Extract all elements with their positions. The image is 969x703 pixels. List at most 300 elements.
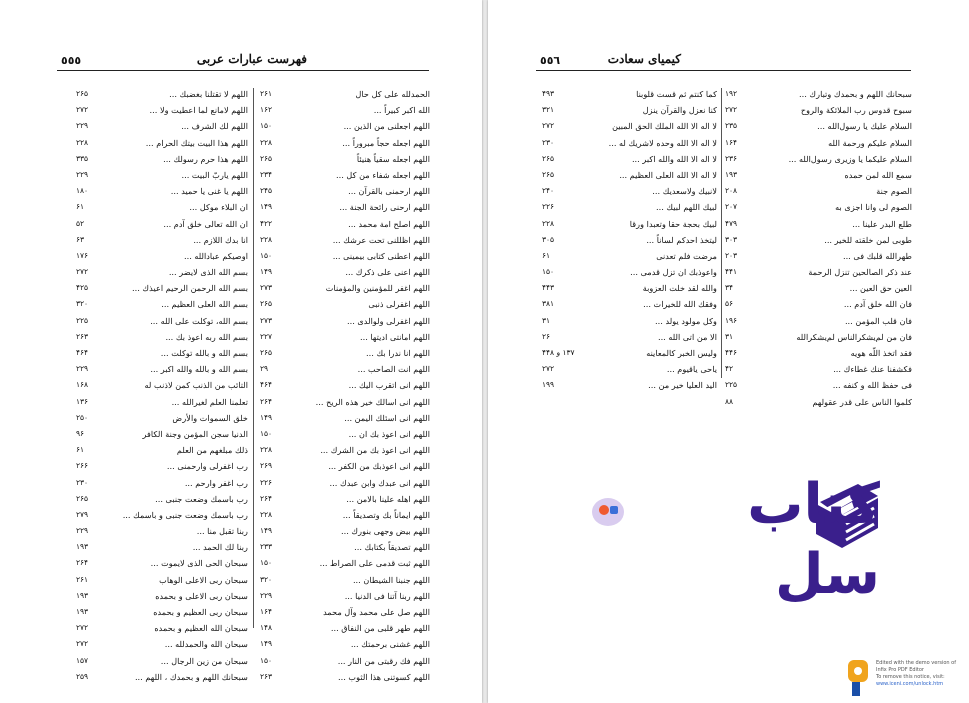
entry-text: سمع الله لمن حمده bbox=[844, 169, 912, 180]
entry-page-number: ۲۰۷ bbox=[725, 202, 738, 212]
index-entry bbox=[542, 264, 717, 280]
index-entry bbox=[260, 232, 430, 248]
entry-page-number: ۳۱ bbox=[725, 331, 734, 341]
entry-page-number: ۱۶۴ bbox=[260, 607, 273, 616]
demo-link[interactable]: www.iceni.com/unlock.htm bbox=[876, 681, 944, 687]
entry-text: سبحان الله العظیم و بحمده bbox=[154, 623, 248, 634]
entry-text: اللهم لا تقتلنا بغضبك ... bbox=[169, 89, 248, 99]
entry-text: الحمدلله علی کل حال bbox=[355, 89, 430, 99]
entry-text: الصوم جنة bbox=[876, 186, 912, 197]
entry-page-number: ۲۶۱ bbox=[76, 574, 89, 584]
speech-bubble-icon bbox=[592, 498, 624, 526]
index-entry bbox=[542, 183, 717, 199]
entry-page-number: ۲۷۹ bbox=[76, 509, 89, 519]
entry-text: اللهم اهله علینا بالامن ... bbox=[346, 493, 430, 504]
entry-page-number: ۲۲۹ bbox=[76, 169, 89, 179]
entry-page-number: ۶۱ bbox=[542, 250, 551, 260]
index-entry bbox=[542, 248, 717, 264]
entry-text: اللهم اعنی علی ذکرك ... bbox=[345, 267, 430, 278]
entry-page-number: ۱۵۰ bbox=[260, 250, 273, 260]
entry-text: الله اکبر کبیراً ... bbox=[373, 105, 430, 116]
entry-page-number: ۶۳ bbox=[76, 234, 85, 244]
entry-page-number: ۴۶۴ bbox=[260, 380, 273, 390]
entry-page-number: ۲۴۵ bbox=[260, 186, 273, 196]
entry-page-number: ۲۳۵ bbox=[725, 121, 738, 131]
entry-page-number: ۱۳۷ و ۴۴۸ bbox=[542, 348, 575, 357]
entry-page-number: ۲۵۹ bbox=[76, 671, 89, 681]
index-entry bbox=[725, 199, 912, 215]
entry-page-number: ۲۶۹ bbox=[260, 461, 273, 471]
entry-page-number: ۲۷۲ bbox=[725, 105, 738, 115]
index-entry bbox=[76, 313, 248, 329]
index-entry bbox=[76, 523, 248, 539]
entry-text: الصوم لی وانا اجزی به bbox=[835, 202, 912, 213]
entry-page-number: ۲۶۵ bbox=[542, 169, 555, 179]
entry-text: اللهم طهر قلبی من النفاق ... bbox=[330, 623, 430, 634]
entry-text: اللهم لامانع لما اعطیت ولا ... bbox=[149, 105, 248, 116]
entry-text: اللهم انا ندرا بك ... bbox=[366, 348, 430, 358]
entry-text: بسم الله، توکلت علی الله ... bbox=[150, 315, 248, 326]
entry-page-number: ۲۹ bbox=[260, 364, 269, 374]
entry-page-number: ۲۷۲ bbox=[76, 639, 89, 649]
index-entry bbox=[260, 313, 430, 329]
entry-page-number: ۵۶ bbox=[725, 299, 734, 309]
column-divider bbox=[721, 88, 722, 378]
entry-text: طهرالله قلبك فی ... bbox=[842, 250, 912, 261]
index-entry bbox=[542, 216, 717, 232]
entry-text: رب اغفر وارحم ... bbox=[184, 477, 248, 488]
entry-page-number: ۱۳۶ bbox=[76, 396, 89, 406]
entry-text: ذلك مبلغهم من العلم bbox=[176, 445, 248, 456]
entry-page-number: ۲۲۹ bbox=[260, 590, 273, 600]
entry-text: اللهم انی اعوذ بك من الشرك ... bbox=[320, 445, 430, 456]
entry-page-number: ۱۹۳ bbox=[76, 607, 89, 616]
entry-page-number: ۲۶ bbox=[542, 331, 551, 341]
entry-text: اللهم کسوتنی هذا الثوب ... bbox=[338, 671, 430, 682]
index-entry bbox=[725, 118, 912, 134]
entry-text: لا اله الا الله الملك الحق المبین bbox=[612, 121, 717, 132]
index-entry bbox=[260, 507, 430, 523]
entry-page-number: ۶۱ bbox=[76, 202, 85, 212]
entry-text: یاحی یاقیوم ... bbox=[666, 364, 717, 375]
entry-text: اللهم اجعله شفاء من کل ... bbox=[336, 169, 430, 180]
index-entry bbox=[260, 636, 430, 652]
index-entry bbox=[260, 216, 430, 232]
entry-page-number: ۲۶۳ bbox=[76, 331, 89, 341]
index-entry bbox=[260, 555, 430, 571]
entry-text: لیتخذ احدکم لساناً ... bbox=[646, 234, 717, 245]
entry-text: طلع البدر علینا ... bbox=[852, 218, 912, 229]
entry-text: ربنا تقبل منا ... bbox=[196, 526, 248, 537]
entry-page-number: ۱۴۹ bbox=[260, 526, 273, 536]
entry-page-number: ۱۴۹ bbox=[260, 267, 273, 277]
index-entry bbox=[76, 167, 248, 183]
entry-text: اللهم اعطنی کتابی بیمینی ... bbox=[332, 250, 430, 261]
entry-text: لا اله الا الله والله اکبر ... bbox=[631, 153, 717, 164]
entry-text: بسم الله الرحمن الرحیم اعیذك ... bbox=[132, 283, 248, 294]
index-entry bbox=[76, 296, 248, 312]
entry-text: اللهم انت الصاحب ... bbox=[357, 364, 430, 375]
index-entry bbox=[260, 588, 430, 604]
entry-text: رب اغفرلی وارحمنی ... bbox=[166, 461, 248, 472]
entry-text: سبحان من زین الرجال ... bbox=[160, 655, 248, 666]
entry-text: انا بدك اللازم ... bbox=[193, 234, 248, 245]
entry-page-number: ۲۲۵ bbox=[725, 380, 738, 390]
index-entry bbox=[542, 232, 717, 248]
entry-text: السلام علیك یا رسول‌الله ... bbox=[817, 121, 912, 132]
index-entry bbox=[76, 394, 248, 410]
index-entry bbox=[260, 135, 430, 151]
entry-text: بسم الله الذی لایضر ... bbox=[168, 267, 248, 278]
index-entry bbox=[542, 329, 717, 345]
entry-text: فکشفنا عنك غطاءك ... bbox=[833, 364, 912, 375]
page-number: ٥٥٦ bbox=[540, 54, 561, 67]
column-divider bbox=[253, 88, 254, 628]
entry-page-number: ۴۶۴ bbox=[76, 348, 89, 357]
index-entry bbox=[260, 442, 430, 458]
index-entry bbox=[260, 167, 430, 183]
entry-text: اللهم هذا البیت بیتك الحرام ... bbox=[145, 137, 248, 148]
index-entry bbox=[725, 264, 912, 280]
entry-page-number: ۱۵۰ bbox=[260, 121, 273, 131]
entry-page-number: ۱۶۲ bbox=[260, 105, 273, 115]
entry-page-number: ۱۴۸ bbox=[260, 623, 273, 633]
index-entry bbox=[542, 135, 717, 151]
entry-page-number: ۸۸ bbox=[725, 396, 734, 406]
index-entry bbox=[542, 118, 717, 134]
index-entry bbox=[725, 361, 912, 377]
entry-text: واعوذبك ان تزل قدمی ... bbox=[630, 267, 717, 278]
index-entry bbox=[260, 280, 430, 296]
index-entry bbox=[542, 345, 717, 361]
index-entry bbox=[725, 248, 912, 264]
entry-text: مرضت فلم تعدنی bbox=[656, 250, 717, 261]
demo-text bbox=[876, 660, 968, 688]
entry-page-number: ۱۹۶ bbox=[725, 315, 738, 325]
logo-text: کتاب سل bbox=[747, 472, 880, 607]
index-entry bbox=[260, 572, 430, 588]
index-entry bbox=[76, 199, 248, 215]
entry-text: اللهم انی اتقرب الیك ... bbox=[348, 380, 430, 391]
index-column bbox=[76, 86, 248, 685]
entry-text: وکل مولود یولد ... bbox=[655, 315, 717, 326]
entry-text: بسم الله و بالله توکلت ... bbox=[160, 348, 248, 358]
entry-page-number: ۲۷۲ bbox=[76, 623, 89, 633]
entry-page-number: ۴۷۹ bbox=[725, 218, 738, 228]
entry-page-number: ۱۵۰ bbox=[260, 655, 273, 665]
index-entry bbox=[542, 280, 717, 296]
entry-text: اللهم ثبت قدمی علی الصراط ... bbox=[319, 558, 430, 569]
entry-text: اللهم ارحنی رائحة الجنة ... bbox=[339, 202, 430, 213]
index-entry bbox=[260, 264, 430, 280]
entry-text: سبوح قدوس رب الملائکة والروح bbox=[800, 105, 912, 116]
entry-text: ان الله تعالی خلق آدم ... bbox=[163, 218, 248, 229]
index-entry bbox=[725, 329, 912, 345]
entry-text: عند ذکر الصالحین تنزل الرحمة bbox=[808, 267, 912, 278]
entry-text: لبیك اللهم لبیك ... bbox=[656, 202, 717, 213]
entry-page-number: ۲۲۸ bbox=[260, 445, 273, 455]
index-entry bbox=[76, 669, 248, 685]
entry-text: طوبی لمن خلقته للخیر ... bbox=[824, 234, 912, 245]
entry-text: اللهم صل علی محمد وآل محمد bbox=[323, 607, 430, 617]
index-entry bbox=[76, 491, 248, 507]
entry-page-number: ۲۲۸ bbox=[542, 218, 555, 228]
entry-text: سبحانك اللهم و بحمدك وتبارك ... bbox=[798, 89, 912, 99]
entry-text: اللهم اغفر للمؤمنین والمؤمنات bbox=[325, 283, 430, 294]
index-entry bbox=[76, 507, 248, 523]
index-entry bbox=[76, 183, 248, 199]
entry-text: لبیك بحجة حقا وتعبدا ورقا bbox=[629, 218, 717, 229]
entry-text: السلام علیکم ورحمة الله bbox=[828, 137, 912, 148]
index-entry bbox=[76, 572, 248, 588]
entry-text: فی حفظ الله و کنفه ... bbox=[832, 380, 912, 391]
entry-text: اللهم بیض وجهی بنورك ... bbox=[341, 526, 430, 537]
left-page bbox=[0, 0, 482, 703]
entry-text: اللهم اغفرلی ذنبی bbox=[368, 299, 430, 310]
entry-text: اللهم اجعله سقیاً هنیئاً bbox=[356, 153, 430, 164]
entry-text: لانبیك ولاسعدیك ... bbox=[652, 186, 717, 197]
entry-page-number: ۲۶۳ bbox=[260, 671, 273, 681]
index-entry bbox=[76, 135, 248, 151]
entry-text: کما کنتم ثم قست قلوبنا bbox=[636, 89, 717, 99]
entry-text: اللهم غشنی برحمتك ... bbox=[350, 639, 430, 650]
entry-page-number: ۲۶۴ bbox=[260, 493, 273, 503]
index-entry bbox=[76, 151, 248, 167]
right-page-header bbox=[536, 50, 911, 71]
entry-page-number: ۳۰۵ bbox=[542, 234, 555, 244]
index-column bbox=[542, 86, 717, 394]
entry-page-number: ۲۷۲ bbox=[542, 121, 555, 131]
entry-page-number: ۴۴۱ bbox=[725, 267, 738, 277]
entry-text: اللهم انی اعوذ بك ان ... bbox=[348, 428, 430, 439]
entry-text: اللهم اصلح امة محمد ... bbox=[348, 218, 430, 229]
entry-page-number: ۱۵۰ bbox=[542, 267, 555, 277]
index-entry bbox=[260, 118, 430, 134]
index-entry bbox=[542, 313, 717, 329]
index-entry bbox=[260, 86, 430, 102]
entry-page-number: ۲۷۲ bbox=[76, 105, 89, 115]
entry-page-number: ۲۶۵ bbox=[76, 493, 89, 503]
entry-text: اوصیکم عبادالله ... bbox=[183, 250, 248, 261]
entry-page-number: ۳۲۰ bbox=[76, 299, 89, 309]
index-entry bbox=[76, 280, 248, 296]
entry-text: اللهم اجعله حجاً مبروراً ... bbox=[342, 137, 430, 148]
entry-page-number: ۲۲۷ bbox=[260, 331, 273, 341]
entry-page-number: ۱۸۰ bbox=[76, 186, 89, 196]
entry-page-number: ۲۶۱ bbox=[260, 89, 273, 98]
index-entry bbox=[260, 523, 430, 539]
entry-page-number: ۲۷۲ bbox=[76, 267, 89, 277]
index-column bbox=[260, 86, 430, 685]
entry-text: اللهم یا غنی یا حمید ... bbox=[170, 186, 248, 197]
index-entry bbox=[542, 151, 717, 167]
entry-page-number: ۴۴۳ bbox=[542, 283, 555, 293]
index-entry bbox=[76, 377, 248, 393]
index-entry bbox=[260, 329, 430, 345]
index-entry bbox=[260, 199, 430, 215]
index-column bbox=[725, 86, 912, 410]
entry-text: اللهم ایماناً بك وتصدیقاً ... bbox=[342, 509, 430, 520]
index-entry bbox=[260, 653, 430, 669]
index-entry bbox=[260, 394, 430, 410]
entry-page-number: ۱۹۹ bbox=[542, 380, 555, 390]
index-entry bbox=[725, 345, 912, 361]
entry-page-number: ۲۶۴ bbox=[260, 396, 273, 406]
entry-text: اللهم انی اسالك خیر هذه الریح ... bbox=[315, 396, 430, 407]
entry-page-number: ۴۲ bbox=[725, 364, 734, 374]
entry-page-number: ۲۲۶ bbox=[260, 477, 273, 487]
page-title: کیمیای سعادت bbox=[607, 52, 681, 66]
index-entry bbox=[260, 539, 430, 555]
entry-page-number: ۲۲۸ bbox=[76, 137, 89, 147]
entry-page-number: ۱۴۹ bbox=[260, 202, 273, 212]
entry-text: اللهم جنبنا الشیطان ... bbox=[352, 574, 430, 585]
index-entry bbox=[76, 410, 248, 426]
entry-text: بسم الله ربه اعوذ بك ... bbox=[165, 331, 248, 342]
entry-text: سبحان الله والحمدلله ... bbox=[164, 639, 248, 650]
entry-page-number: ۲۰۳ bbox=[725, 250, 738, 260]
entry-page-number: ۲۲۵ bbox=[76, 315, 89, 325]
entry-text: سبحان ربی الاعلی الوهاب bbox=[159, 574, 248, 585]
index-entry bbox=[260, 410, 430, 426]
index-entry bbox=[76, 345, 248, 361]
entry-text: اللهم هذا حرم رسولك ... bbox=[163, 153, 248, 164]
index-entry bbox=[260, 102, 430, 118]
index-entry bbox=[542, 296, 717, 312]
index-entry bbox=[542, 167, 717, 183]
entry-page-number: ۲۶۴ bbox=[76, 558, 89, 568]
index-entry bbox=[76, 636, 248, 652]
entry-page-number: ۱۹۳ bbox=[725, 169, 738, 179]
index-entry bbox=[542, 102, 717, 118]
page-number: ٥٥٥ bbox=[61, 54, 82, 67]
entry-text: السلام علیکما یا وزیری رسول‌الله ... bbox=[788, 153, 912, 164]
index-entry bbox=[76, 458, 248, 474]
index-entry bbox=[260, 345, 430, 361]
entry-page-number: ۲۶۵ bbox=[542, 153, 555, 163]
index-entry bbox=[542, 199, 717, 215]
index-entry bbox=[260, 620, 430, 636]
entry-text: اللهم فك رقبتی من النار ... bbox=[337, 655, 430, 666]
entry-page-number: ۱۹۳ bbox=[76, 542, 89, 552]
index-entry bbox=[260, 475, 430, 491]
entry-page-number: ۲۶۵ bbox=[76, 89, 89, 98]
entry-text: اللهم انی عبدك وابن عبدك ... bbox=[329, 477, 430, 488]
entry-text: بسم الله العلی العظیم ... bbox=[161, 299, 248, 310]
index-entry bbox=[260, 296, 430, 312]
entry-text: اللهم اظللنی تحت عرشك ... bbox=[332, 234, 430, 245]
index-entry bbox=[76, 442, 248, 458]
index-entry bbox=[725, 151, 912, 167]
entry-page-number: ۲۲۹ bbox=[76, 121, 89, 131]
entry-page-number: ۱۶۴ bbox=[725, 137, 738, 147]
index-entry bbox=[260, 458, 430, 474]
entry-page-number: ۲۲۹ bbox=[76, 526, 89, 536]
index-entry bbox=[76, 361, 248, 377]
entry-text: سبحان الحی الذی لایموت ... bbox=[150, 558, 248, 569]
index-entry bbox=[260, 361, 430, 377]
index-entry bbox=[76, 329, 248, 345]
entry-page-number: ۴۴۶ bbox=[725, 348, 738, 357]
index-entry bbox=[260, 183, 430, 199]
entry-text: الدنیا سجن المؤمن وجنة الکافر bbox=[142, 428, 248, 439]
entry-page-number: ۱۹۲ bbox=[725, 89, 738, 98]
entry-page-number: ۱۵۷ bbox=[76, 655, 89, 665]
entry-page-number: ۶۱ bbox=[76, 445, 85, 455]
entry-text: سبحان ربی الاعلی و بحمده bbox=[155, 590, 248, 601]
entry-text: لا اله الا الله وحده لاشریك له ... bbox=[608, 137, 717, 148]
entry-page-number: ۳۳۵ bbox=[76, 153, 89, 163]
entry-page-number: ۲۲۹ bbox=[76, 364, 89, 374]
demo-line: To remove this notice, visit: bbox=[876, 674, 945, 680]
index-entry bbox=[76, 248, 248, 264]
index-entry bbox=[76, 426, 248, 442]
index-entry bbox=[76, 216, 248, 232]
index-entry bbox=[260, 151, 430, 167]
entry-page-number: ۲۲۸ bbox=[260, 234, 273, 244]
entry-text: اللهم اغفرلی ولوالدی ... bbox=[346, 315, 430, 326]
entry-page-number: ۲۶۵ bbox=[260, 348, 273, 357]
entry-page-number: ۳۰۳ bbox=[725, 234, 738, 244]
index-entry bbox=[76, 588, 248, 604]
watermark-logo bbox=[590, 462, 880, 607]
infix-logo-icon bbox=[846, 658, 876, 698]
entry-page-number: ۳۲۱ bbox=[542, 105, 555, 115]
index-entry bbox=[76, 102, 248, 118]
demo-line: Edited with the demo version of bbox=[876, 660, 957, 666]
index-entry bbox=[725, 377, 912, 393]
demo-notice bbox=[842, 656, 969, 703]
entry-page-number: ۲۷۳ bbox=[260, 315, 273, 325]
entry-page-number: ۳۴ bbox=[725, 283, 734, 293]
entry-text: اللهم ارحمنی بالقرآن ... bbox=[348, 186, 430, 197]
entry-text: فان الله خلق آدم ... bbox=[843, 299, 912, 310]
entry-text: کنا نعزل والقرآن ینزل bbox=[642, 105, 717, 116]
index-entry bbox=[725, 183, 912, 199]
index-entry bbox=[76, 604, 248, 620]
entry-page-number: ۲۳۰ bbox=[542, 137, 555, 147]
index-entry bbox=[725, 86, 912, 102]
entry-page-number: ۱۵۰ bbox=[260, 558, 273, 568]
entry-page-number: ۲۴۰ bbox=[542, 186, 555, 196]
entry-page-number: ۳۸۱ bbox=[542, 299, 555, 309]
entry-page-number: ۳۱ bbox=[542, 315, 551, 325]
index-entry bbox=[725, 102, 912, 118]
entry-page-number: ۲۲۸ bbox=[260, 509, 273, 519]
left-page-header bbox=[57, 50, 429, 71]
entry-text: اللهم اجعلنی من الذین ... bbox=[343, 121, 430, 132]
entry-page-number: ۱۹۳ bbox=[76, 590, 89, 600]
index-entry bbox=[725, 135, 912, 151]
entry-text: الید العلیا خیر من ... bbox=[648, 380, 717, 391]
index-entry bbox=[76, 475, 248, 491]
index-entry bbox=[76, 620, 248, 636]
entry-page-number: ۱۴۹ bbox=[260, 412, 273, 422]
index-entry bbox=[260, 377, 430, 393]
entry-page-number: ۴۲۲ bbox=[260, 218, 273, 228]
entry-page-number: ۱۷۶ bbox=[76, 250, 89, 260]
entry-text: فقد اتخذ اللّه هویه bbox=[850, 348, 912, 358]
entry-text: رب باسمك وضعت جنبی و باسمك ... bbox=[122, 509, 248, 520]
entry-text: ولیس الخبر کالمعاینه bbox=[646, 348, 717, 358]
index-entry bbox=[725, 216, 912, 232]
entry-text: اللهم انی اعوذبك من الكفر ... bbox=[328, 461, 430, 472]
index-entry bbox=[76, 264, 248, 280]
entry-page-number: ۲۳۶ bbox=[725, 153, 738, 163]
index-entry bbox=[725, 313, 912, 329]
entry-page-number: ۲۶۵ bbox=[260, 299, 273, 309]
entry-page-number: ۱۵۰ bbox=[260, 428, 273, 438]
